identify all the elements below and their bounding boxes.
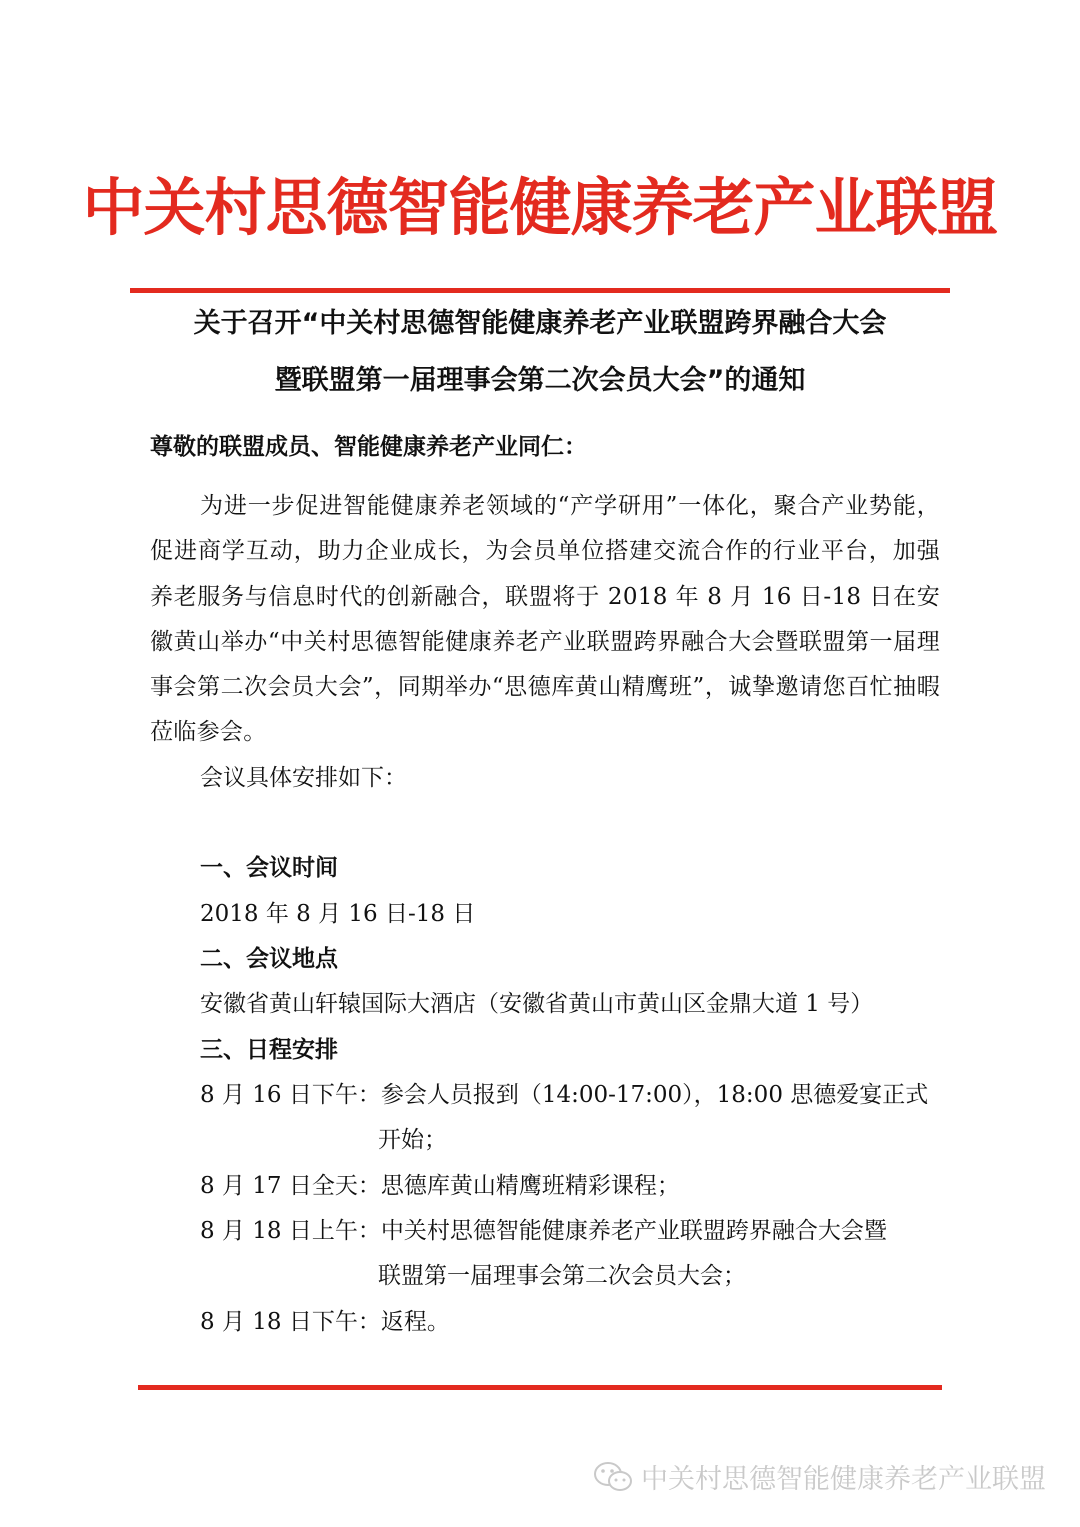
salutation: 尊敬的联盟成员、智能健康养老产业同仁： [150, 434, 587, 460]
schedule-item-line: 8 月 18 日上午：中关村思德智能健康养老产业联盟跨界融合大会暨 [200, 1218, 887, 1244]
section-heading-venue: 二、会议地点 [200, 946, 338, 972]
schedule-item [200, 1300, 940, 1345]
schedule-item-line: 8 月 17 日全天：思德库黄山精鹰班精彩课程； [200, 1173, 680, 1199]
notice-title-line-1: 关于召开“中关村思德智能健康养老产业联盟跨界融合大会 [193, 308, 887, 339]
watermark-text: 中关村思德智能健康养老产业联盟 [641, 1464, 1046, 1495]
schedule-item [200, 1164, 940, 1209]
schedule-item-line: 8 月 16 日下午：参会人员报到（14:00-17:00），18:00 思德爱宴正式 [200, 1082, 929, 1108]
section-heading-time: 一、会议时间 [200, 855, 338, 881]
wechat-icon [593, 1460, 633, 1494]
top-red-rule [130, 288, 950, 293]
section-heading-schedule: 三、日程安排 [200, 1037, 338, 1063]
schedule-item-line: 8 月 18 日下午：返程。 [200, 1309, 450, 1335]
meeting-time-value: 2018 年 8 月 16 日-18 日 [200, 901, 476, 927]
bottom-red-rule [138, 1385, 942, 1390]
wechat-watermark [593, 1457, 1046, 1496]
schedule-item [200, 1209, 940, 1299]
arrangement-lead: 会议具体安排如下： [200, 765, 407, 791]
intro-paragraph: 为进一步促进智能健康养老领域的“产学研用”一体化，聚合产业势能，促进商学互动，助力企业成长，为会员单位搭建交流合作的行业平台，加强养老服务与信息时代的创新融合，联盟将于 2018 年 8 月 16 日-18 日在安徽黄山举办“中关村思德智能健康养老产业联盟跨界融合大会暨联盟第一届理事会第二次会员大会”，同期举办“思德库黄山精鹰班”，诚挚邀请您百忙抽暇莅临参会。 [150, 493, 940, 746]
meeting-venue-value: 安徽省黄山轩辕国际大酒店（安徽省黄山市黄山区金鼎大道 1 号） [200, 991, 874, 1017]
letterhead-org-name: 中关村思德智能健康养老产业联盟 [82, 171, 998, 244]
schedule-item-continuation: 联盟第一届理事会第二次会员大会； [378, 1263, 746, 1289]
schedule-item-continuation: 开始； [378, 1127, 447, 1153]
schedule-item [200, 1073, 940, 1163]
notice-title-line-2: 暨联盟第一届理事会第二次会员大会”的通知 [274, 365, 806, 396]
